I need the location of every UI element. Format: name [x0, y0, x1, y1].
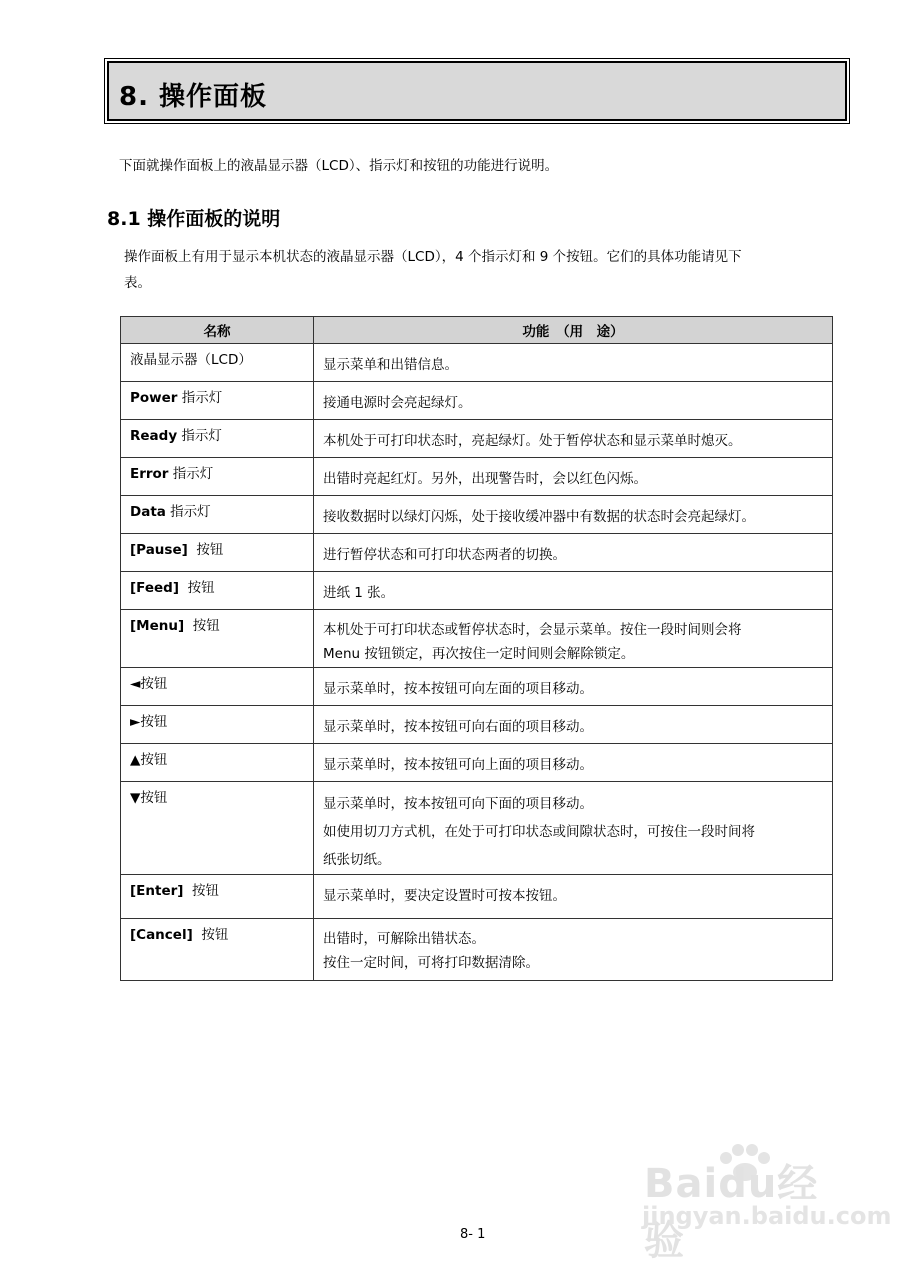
table-row — [121, 344, 833, 382]
watermark-logo: Baidu经验 — [644, 1161, 819, 1264]
row-name-key: Data — [130, 504, 166, 520]
row-name-suffix: 按钮 — [187, 542, 224, 558]
row-function — [314, 496, 833, 534]
chapter-header — [107, 61, 847, 121]
table-header-row — [121, 317, 833, 344]
table-body — [121, 344, 833, 981]
row-name-key: Error — [130, 466, 169, 482]
table-row — [121, 706, 833, 744]
table-row — [121, 919, 833, 981]
row-function — [314, 344, 833, 382]
row-name-key: [Enter] — [130, 883, 184, 899]
function-line: 显示菜单时，按本按钮可向右面的项目移动。 — [323, 719, 593, 735]
function-line: 如使用切刀方式机，在处于可打印状态或间隙状态时，可按住一段时间将 — [323, 824, 755, 840]
table-row — [121, 782, 833, 875]
function-line: 显示菜单和出错信息。 — [323, 357, 458, 373]
row-name-suffix: 按钮 — [183, 883, 220, 899]
function-line: 接通电源时会亮起绿灯。 — [323, 395, 472, 411]
table-row — [121, 668, 833, 706]
row-function — [314, 668, 833, 706]
row-name-suffix: 指示灯 — [177, 390, 223, 406]
table-row — [121, 458, 833, 496]
row-name-suffix: 按钮 — [179, 580, 215, 596]
section-body-line: 表。 — [124, 275, 151, 291]
row-name — [121, 496, 314, 534]
row-name-suffix: ◄按钮 — [130, 676, 168, 692]
row-name — [121, 572, 314, 610]
row-name — [121, 668, 314, 706]
function-line: 本机处于可打印状态或暂停状态时，会显示菜单。按住一段时间则会将 — [323, 622, 742, 638]
row-name-suffix: 液晶显示器（LCD） — [130, 352, 252, 368]
function-line: 接收数据时以绿灯闪烁，处于接收缓冲器中有数据的状态时会亮起绿灯。 — [323, 509, 755, 525]
row-name-key: Power — [130, 390, 178, 406]
row-name-suffix: 指示灯 — [165, 504, 211, 520]
table-row — [121, 875, 833, 919]
row-name — [121, 420, 314, 458]
function-line: 显示菜单时，按本按钮可向左面的项目移动。 — [323, 681, 593, 697]
chapter-title: 8. 操作面板 — [119, 82, 268, 112]
row-name-suffix: 按钮 — [184, 618, 220, 634]
row-name-suffix: ►按钮 — [130, 714, 168, 730]
page-number: 8- 1 — [460, 1227, 486, 1242]
row-name-key: [Menu] — [130, 618, 185, 634]
header-name: 名称 — [121, 317, 314, 344]
table-row — [121, 496, 833, 534]
row-function — [314, 782, 833, 875]
row-name-suffix: ▼按钮 — [130, 790, 168, 806]
row-function — [314, 458, 833, 496]
row-name — [121, 610, 314, 668]
table-row — [121, 610, 833, 668]
table-row — [121, 382, 833, 420]
function-table — [120, 316, 833, 981]
row-name — [121, 875, 314, 919]
header-function: 功能 （用 途） — [314, 317, 833, 344]
function-line: 显示菜单时，要决定设置时可按本按钮。 — [323, 888, 566, 904]
row-function — [314, 572, 833, 610]
function-line: 进行暂停状态和可打印状态两者的切换。 — [323, 547, 566, 563]
function-line: 纸张切纸。 — [323, 852, 391, 868]
function-line: 显示菜单时，按本按钮可向上面的项目移动。 — [323, 757, 593, 773]
function-line: 进纸 1 张。 — [323, 585, 395, 601]
row-function — [314, 534, 833, 572]
row-function — [314, 706, 833, 744]
row-name-suffix: 指示灯 — [168, 466, 214, 482]
row-name — [121, 744, 314, 782]
row-function — [314, 382, 833, 420]
row-name — [121, 782, 314, 875]
row-name — [121, 458, 314, 496]
row-function — [314, 420, 833, 458]
intro-text: 下面就操作面板上的液晶显示器（LCD）、指示灯和按钮的功能进行说明。 — [119, 158, 559, 174]
function-line: 按住一定时间，可将打印数据清除。 — [323, 955, 539, 971]
row-name-key: [Pause] — [130, 542, 188, 558]
function-line: 出错时亮起红灯。另外，出现警告时，会以红色闪烁。 — [323, 471, 647, 487]
function-line: Menu 按钮锁定，再次按住一定时间则会解除锁定。 — [323, 646, 635, 662]
row-name-suffix: 按钮 — [192, 927, 229, 943]
row-function — [314, 744, 833, 782]
row-name-key: [Cancel] — [130, 927, 193, 943]
function-line: 出错时，可解除出错状态。 — [323, 931, 485, 947]
watermark — [642, 1142, 892, 1264]
row-name-suffix: ▲按钮 — [130, 752, 168, 768]
row-name-key: Ready — [130, 428, 178, 444]
row-function — [314, 919, 833, 981]
watermark-url: jingyan.baidu.com — [642, 1202, 892, 1230]
function-line: 显示菜单时，按本按钮可向下面的项目移动。 — [323, 796, 593, 812]
table-row — [121, 420, 833, 458]
section-body-line: 操作面板上有用于显示本机状态的液晶显示器（LCD），4 个指示灯和 9 个按钮。它们的具体功能请见下 — [124, 249, 742, 265]
row-name — [121, 706, 314, 744]
row-function — [314, 875, 833, 919]
row-name-key: [Feed] — [130, 580, 179, 596]
row-name — [121, 382, 314, 420]
section-body — [124, 244, 844, 296]
row-function — [314, 610, 833, 668]
function-line: 本机处于可打印状态时，亮起绿灯。处于暂停状态和显示菜单时熄灭。 — [323, 433, 742, 449]
table-row — [121, 744, 833, 782]
section-title: 8.1 操作面板的说明 — [107, 208, 281, 230]
row-name — [121, 534, 314, 572]
table-row — [121, 572, 833, 610]
row-name — [121, 919, 314, 981]
row-name-suffix: 指示灯 — [177, 428, 222, 444]
row-name — [121, 344, 314, 382]
table-row — [121, 534, 833, 572]
